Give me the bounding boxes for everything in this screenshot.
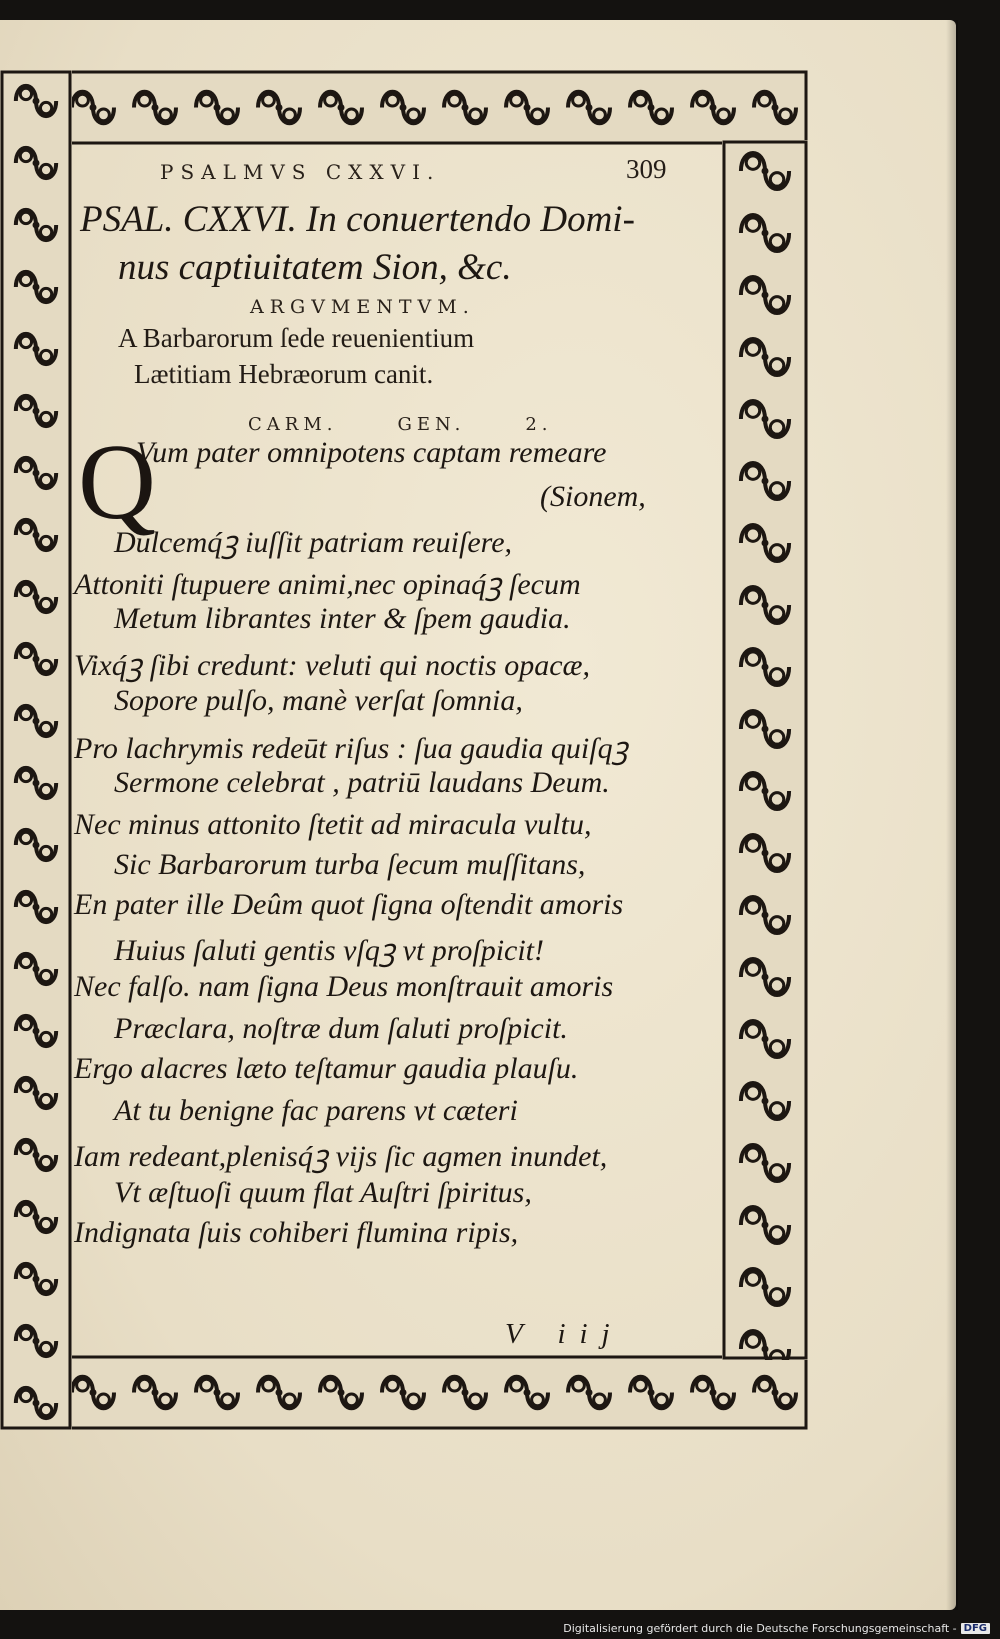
verse-line: En pater ille Deûm quot ſigna oſtendit amoris [74, 888, 624, 921]
argument-line: A Barbarorum ſede reuenientium [118, 323, 475, 353]
meter-label [248, 414, 568, 435]
verse-line: Huius ſaluti gentis vſqꝫ vt proſpicit! [114, 934, 545, 967]
scroll-ornament-icon [0, 70, 72, 1430]
meter-label-part: GEN. [397, 414, 466, 435]
verse-line: Vum pater omnipotens captam remeare [136, 436, 607, 469]
heading-line: nus captiuitatem Sion, &c. [118, 247, 512, 288]
argument-text [118, 320, 678, 392]
verse-line: Dulcemq́ꝫ iuſſit patriam reuiſere, [114, 526, 513, 559]
ornamental-border-top [0, 70, 808, 145]
verse-line: Metum librantes inter & ſpem gaudia. [114, 602, 571, 635]
running-head: PSALMVS CXXVI. [160, 160, 441, 184]
verse-line: (Sionem, [540, 480, 646, 513]
meter-label-part: CARM. [248, 414, 338, 435]
drop-capital: Q [78, 423, 156, 542]
verse-line: Attoniti ſtupuere animi,nec opinaq́ꝫ ſecum [74, 568, 581, 601]
verse-line: Sermone celebrat , patriū laudans Deum. [114, 766, 610, 799]
verse-line: Vixq́ꝫ ſibi credunt: veluti qui noctis opacæ, [74, 649, 591, 682]
credit-text: Digitalisierung gefördert durch die Deutsche Forschungsgemeinschaft - [563, 1622, 957, 1635]
argument-line: Lætitiam Hebræorum canit. [134, 359, 434, 389]
ornamental-border-bottom [0, 1355, 808, 1430]
verse-line: Vt æſtuoſi quum flat Auſtri ſpiritus, [114, 1176, 532, 1209]
verse-line: At tu benigne fac parens vt cæteri [114, 1094, 518, 1127]
scroll-ornament-icon [0, 70, 808, 145]
heading-line: PSAL. CXXVI. In conuertendo Domi- [80, 199, 635, 240]
verse-line: Pro lachrymis redeūt riſus : ſua gaudia quiſqꝫ [74, 732, 628, 765]
ornamental-border-left [0, 70, 72, 1430]
scroll-ornament-icon [0, 1355, 808, 1430]
verse-line: Nec minus attonito ſtetit ad miracula vultu, [74, 808, 592, 841]
dfg-logo: DFG [961, 1623, 990, 1634]
verse-line: Nec falſo. nam ſigna Deus monſtrauit amoris [74, 970, 614, 1003]
psalm-heading [80, 196, 720, 292]
verse-line: Præclara, noſtræ dum ſaluti proſpicit. [114, 1012, 568, 1045]
verse-line: Sic Barbarorum turba ſecum muſſitans, [114, 848, 586, 881]
page-number: 309 [626, 154, 667, 184]
verse-line: Indignata ſuis cohiberi flumina ripis, [74, 1216, 519, 1249]
scroll-ornament-icon [722, 140, 808, 1360]
ornamental-border-right [722, 140, 808, 1360]
digitization-credit [563, 1622, 990, 1635]
meter-label-part: 2. [525, 414, 553, 435]
signature-mark: V iij [505, 1318, 624, 1350]
argument-title: ARGVMENTVM. [250, 296, 475, 318]
page-edge-shadow [946, 20, 958, 1610]
verse-line: Iam redeant,plenisq́ꝫ vijs ſic agmen inundet, [74, 1140, 608, 1173]
verse-line: Sopore pulſo, manè verſat ſomnia, [114, 684, 523, 717]
verse-line: Ergo alacres læto teſtamur gaudia plauſu. [74, 1052, 579, 1085]
